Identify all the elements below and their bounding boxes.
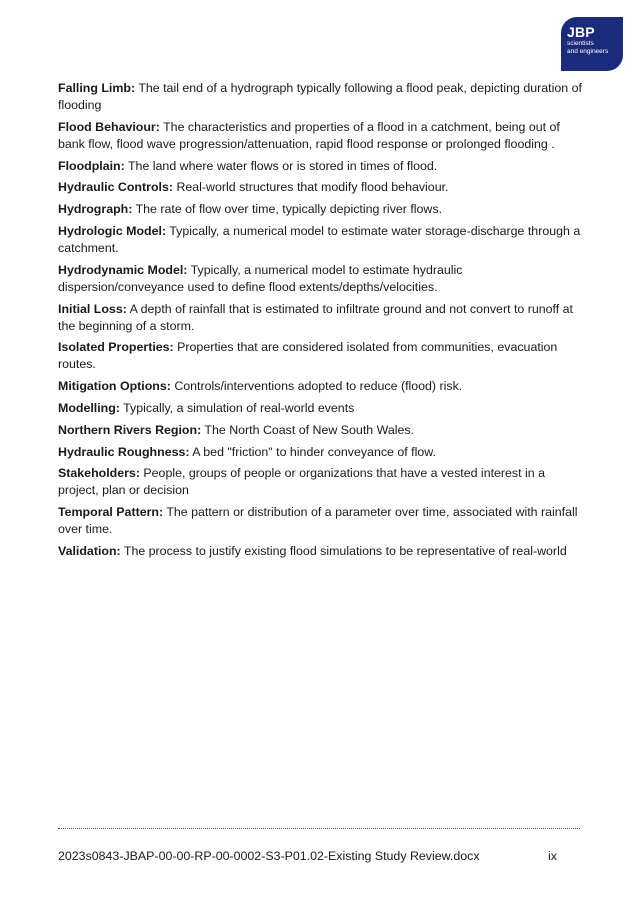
- jbp-logo: [561, 17, 623, 71]
- glossary-term: Validation:: [58, 543, 121, 558]
- footer-document-name: 2023s0843-JBAP-00-00-RP-00-0002-S3-P01.02-Existing Study Review.docx: [58, 849, 480, 863]
- glossary-definition: Typically, a numerical model to estimate hydraulic dispersion/conveyance used to define flood extents/depths/velocities.: [58, 262, 463, 294]
- glossary-definition: Properties that are considered isolated from communities, evacuation routes.: [58, 340, 558, 372]
- footer-divider: [58, 828, 580, 829]
- glossary-entry-validation: [58, 543, 588, 560]
- glossary-entry-falling-limb: [58, 80, 588, 114]
- logo-tagline-line-2: and engineers: [567, 48, 609, 55]
- glossary-entry-initial-loss: [58, 301, 588, 335]
- logo-brand: JBP: [567, 24, 595, 40]
- glossary-term: Flood Behaviour:: [58, 119, 160, 134]
- glossary-entry-hydrodynamic-model: [58, 262, 588, 296]
- glossary-definition: The land where water flows or is stored in times of flood.: [127, 158, 438, 173]
- glossary-definition: The North Coast of New South Wales.: [204, 422, 415, 437]
- glossary-term: Mitigation Options:: [58, 379, 171, 394]
- glossary-entry-modelling: [58, 400, 588, 417]
- glossary-term: Hydrologic Model:: [58, 223, 167, 238]
- glossary-term: Hydrograph:: [58, 202, 133, 217]
- glossary-definition: A depth of rainfall that is estimated to infiltrate ground and not convert to runoff at the beginning of a storm.: [58, 301, 573, 333]
- glossary-definition: The characteristics and properties of a flood in a catchment, being out of bank flow, flood wave progression/attenuation, rapid flood response or prolonged flooding .: [58, 119, 560, 151]
- glossary-definition: Real-world structures that modify flood behaviour.: [176, 180, 449, 195]
- glossary-entry-hydrologic-model: [58, 223, 588, 257]
- glossary-term: Floodplain:: [58, 158, 125, 173]
- glossary-term: Northern Rivers Region:: [58, 422, 202, 437]
- glossary-term: Hydraulic Roughness:: [58, 444, 190, 459]
- glossary-entry-floodplain: [58, 158, 588, 175]
- logo-tagline-line-1: scientists: [567, 40, 594, 47]
- glossary-term: Isolated Properties:: [58, 340, 174, 355]
- glossary-term: Stakeholders:: [58, 466, 140, 481]
- glossary-entry-flood-behaviour: [58, 119, 588, 153]
- glossary-term: Temporal Pattern:: [58, 505, 164, 520]
- glossary-entry-hydraulic-roughness: [58, 444, 588, 461]
- glossary-entry-hydraulic-controls: [58, 179, 588, 196]
- glossary-entry-mitigation-options: [58, 378, 588, 395]
- glossary-definition: Typically, a simulation of real-world events: [123, 400, 355, 415]
- glossary-term: Hydrodynamic Model:: [58, 262, 188, 277]
- glossary-definition: The process to justify existing flood simulations to be representative of real-world: [123, 543, 567, 558]
- glossary-list: [58, 80, 588, 565]
- footer-page-number: ix: [548, 849, 557, 863]
- glossary-entry-isolated-properties: [58, 339, 588, 373]
- glossary-entry-northern-rivers-region: [58, 422, 588, 439]
- glossary-definition: Controls/interventions adopted to reduce (flood) risk.: [174, 379, 463, 394]
- glossary-entry-stakeholders: [58, 465, 588, 499]
- glossary-term: Modelling:: [58, 400, 120, 415]
- glossary-definition: People, groups of people or organizations that have a vested interest in a project, plan or decision: [58, 466, 545, 498]
- glossary-entry-temporal-pattern: [58, 504, 588, 538]
- glossary-entry-hydrograph: [58, 201, 588, 218]
- glossary-term: Falling Limb:: [58, 81, 136, 95]
- glossary-definition: The rate of flow over time, typically depicting river flows.: [135, 202, 443, 217]
- glossary-definition: The pattern or distribution of a parameter over time, associated with rainfall over time.: [58, 505, 578, 537]
- glossary-term: Hydraulic Controls:: [58, 180, 173, 195]
- glossary-definition: A bed "friction" to hinder conveyance of flow.: [192, 444, 436, 459]
- glossary-definition: The tail end of a hydrograph typically following a flood peak, depicting duration of flooding: [58, 81, 582, 112]
- glossary-definition: Typically, a numerical model to estimate water storage-discharge through a catchment.: [58, 223, 581, 255]
- glossary-term: Initial Loss:: [58, 301, 127, 316]
